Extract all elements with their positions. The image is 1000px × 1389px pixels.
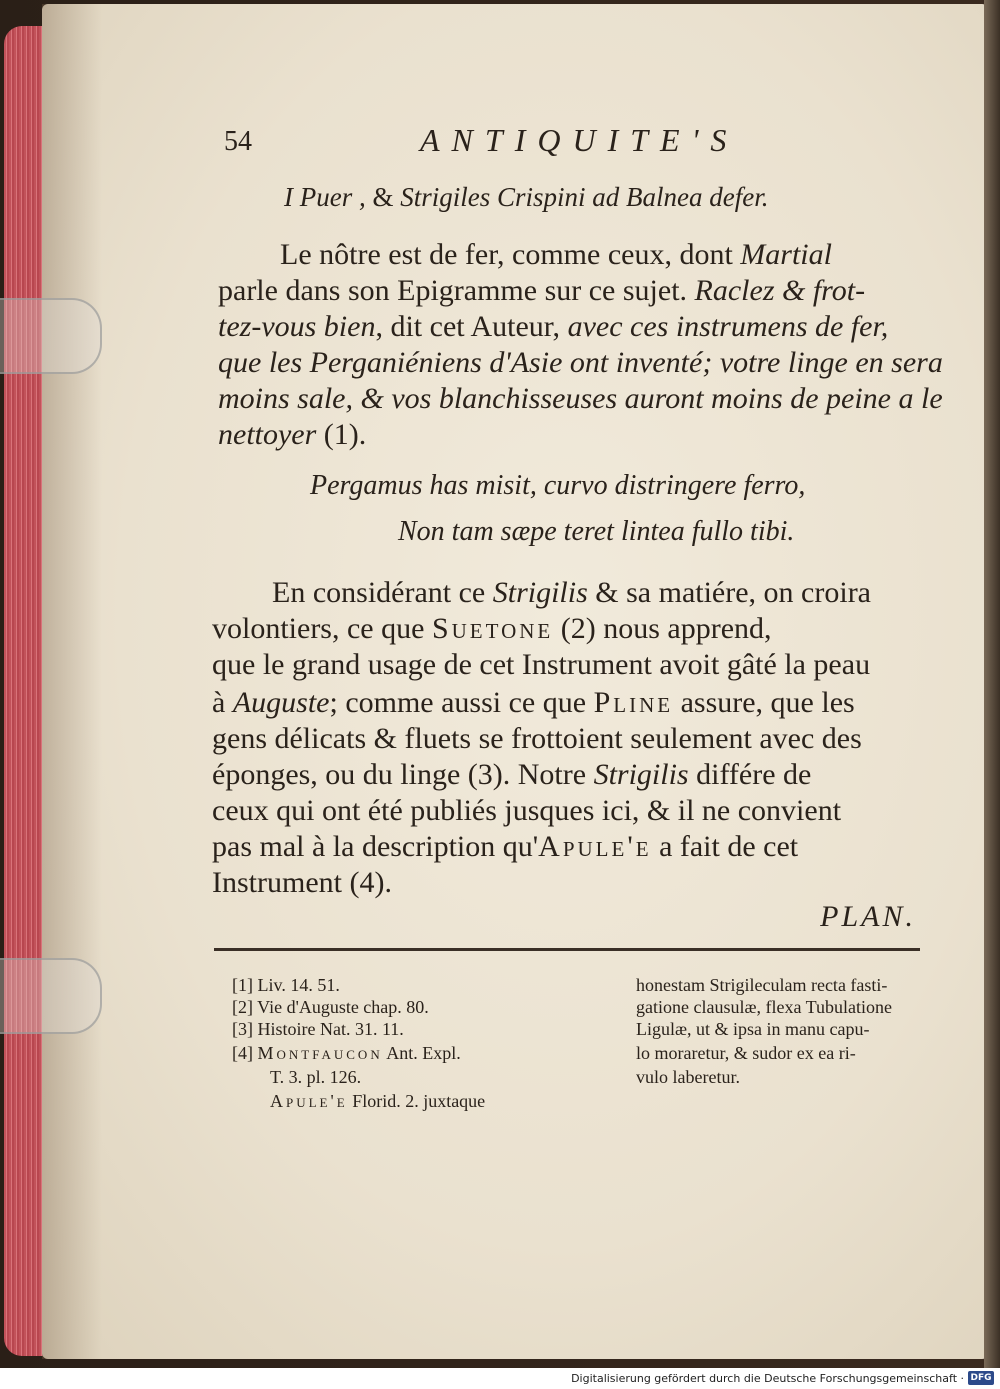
paragraph-1-segment: tez-vous bien (218, 310, 376, 343)
verse-line-3: Non tam sæpe teret lintea fullo tibi. (398, 516, 795, 547)
paragraph-2-line (212, 650, 870, 680)
paragraph-2-segment: a fait de cet (651, 830, 799, 863)
paragraph-2-segment: Strigilis (593, 758, 689, 791)
footnote-right-line: gatione clausulæ, flexa Tubulatione (636, 997, 892, 1017)
footnote-left-segment: Florid. 2. juxtaque (347, 1091, 486, 1111)
verse-line-1-b: & (372, 182, 401, 212)
footnote-right-line: vulo laberetur. (636, 1067, 740, 1087)
paragraph-2-segment: différe de (688, 758, 812, 791)
paragraph-2-segment: Suetone (431, 612, 554, 645)
paragraph-2-segment: Apule'e (538, 830, 652, 863)
paragraph-2-line (212, 760, 811, 790)
paragraph-2-segment: que le grand usage de cet Instrument avoit gâté la peau (212, 648, 871, 681)
paragraph-1-segment: que les Perganiéniens d'Asie ont inventé; votre linge en sera (218, 346, 943, 379)
paragraph-2-line (212, 724, 862, 754)
paragraph-2-segment: gens délicats & fluets se frottoient seulement avec des (212, 722, 862, 755)
paragraph-1-line (218, 276, 865, 306)
paragraph-2-line (212, 688, 855, 718)
footnote-right-line: lo moraretur, & sudor ex ea ri- (636, 1043, 856, 1063)
paragraph-2-segment: ceux qui ont été publiés jusques ici, & il ne convient (212, 794, 842, 827)
footer-credit: Digitalisierung gefördert durch die Deutsche Forschungsgemeinschaft · (571, 1372, 964, 1385)
paragraph-2-segment: Auguste (232, 686, 330, 719)
catchword: PLAN. (820, 900, 916, 933)
page-number: 54 (224, 126, 252, 157)
paragraph-1-line (218, 348, 943, 378)
verse-line-1-a: I Puer , (284, 182, 373, 212)
paragraph-2-segment: & sa matiére, on croira (587, 576, 871, 609)
footnote-left-segment: T. 3. pl. 126. (270, 1067, 362, 1087)
paragraph-1-segment: , dit cet Auteur, (375, 310, 568, 343)
paragraph-2-segment: En considérant ce (272, 576, 493, 609)
verse-line-1-c: Strigiles Crispini ad Balnea defer. (400, 182, 769, 212)
footnote-left-segment: [2] Vie d'Auguste chap. 80. (232, 997, 429, 1017)
footnote-left-segment: Apule'e (270, 1091, 348, 1111)
paragraph-2-segment: pas mal à la description qu' (212, 830, 539, 863)
footnote-right-line: Ligulæ, ut & ipsa in manu capu- (636, 1019, 870, 1039)
dfg-logo: DFG (968, 1371, 994, 1385)
paragraph-2-segment: Strigilis (492, 576, 588, 609)
footnote-left-line (232, 1020, 404, 1038)
verse-line-2: Pergamus has misit, curvo distringere ferro, (310, 470, 806, 501)
footnote-left-line (270, 1068, 361, 1086)
paragraph-2-segment: assure, que les (673, 686, 855, 719)
paragraph-1-line (218, 420, 366, 450)
paragraph-1-segment: Le nôtre est de fer, comme ceux, dont (280, 238, 741, 271)
paragraph-1-line (218, 312, 888, 342)
footnote-left-line (232, 998, 429, 1016)
paragraph-2-segment: Instrument (4). (212, 866, 392, 899)
paragraph-1-line (218, 384, 943, 414)
footnote-left-segment: Montfaucon (257, 1043, 383, 1063)
paragraph-2-line (212, 796, 841, 826)
paragraph-2-line (212, 614, 772, 644)
footnote-left-segment: [1] Liv. 14. 51. (232, 975, 340, 995)
footnote-left-segment: [4] (232, 1043, 258, 1063)
paragraph-1-segment: parle dans son Epigramme sur ce sujet. (218, 274, 695, 307)
paragraph-2-line (212, 832, 798, 862)
paragraph-2-segment: à (212, 686, 233, 719)
paragraph-1-segment: moins sale, & vos blanchisseuses auront moins de peine a le (218, 382, 943, 415)
paragraph-1-segment: nettoyer (218, 418, 317, 451)
paragraph-1-segment: avec ces instrumens de fer, (567, 310, 889, 343)
paragraph-2-segment: éponges, ou du linge (3). Notre (212, 758, 594, 791)
paragraph-1-line (280, 240, 832, 270)
paragraph-2-segment: ; comme aussi ce que (329, 686, 594, 719)
footnote-left-segment: Ant. Expl. (382, 1043, 461, 1063)
paragraph-2-segment: volontiers, ce que (212, 612, 432, 645)
footnote-left-line (232, 1044, 461, 1062)
paragraph-2-segment: (2) nous apprend, (553, 612, 772, 645)
paragraph-1-segment: Martial (740, 238, 832, 271)
footnote-right-line: honestam Strigileculam recta fasti- (636, 975, 888, 995)
footnote-left-segment: [3] Histoire Nat. 31. 11. (232, 1019, 404, 1039)
paragraph-2-line (272, 578, 871, 608)
footnote-left-line (270, 1092, 485, 1110)
running-head: ANTIQUITE'S (420, 122, 739, 158)
paragraph-1-segment: Raclez & frot- (694, 274, 866, 307)
footnote-left-line (232, 976, 340, 994)
footnote-rule (214, 948, 920, 951)
paragraph-1-segment: (1). (316, 418, 367, 451)
verse-line-1 (284, 184, 769, 211)
paragraph-2-segment: Pline (593, 686, 674, 719)
paragraph-2-line (212, 868, 392, 898)
